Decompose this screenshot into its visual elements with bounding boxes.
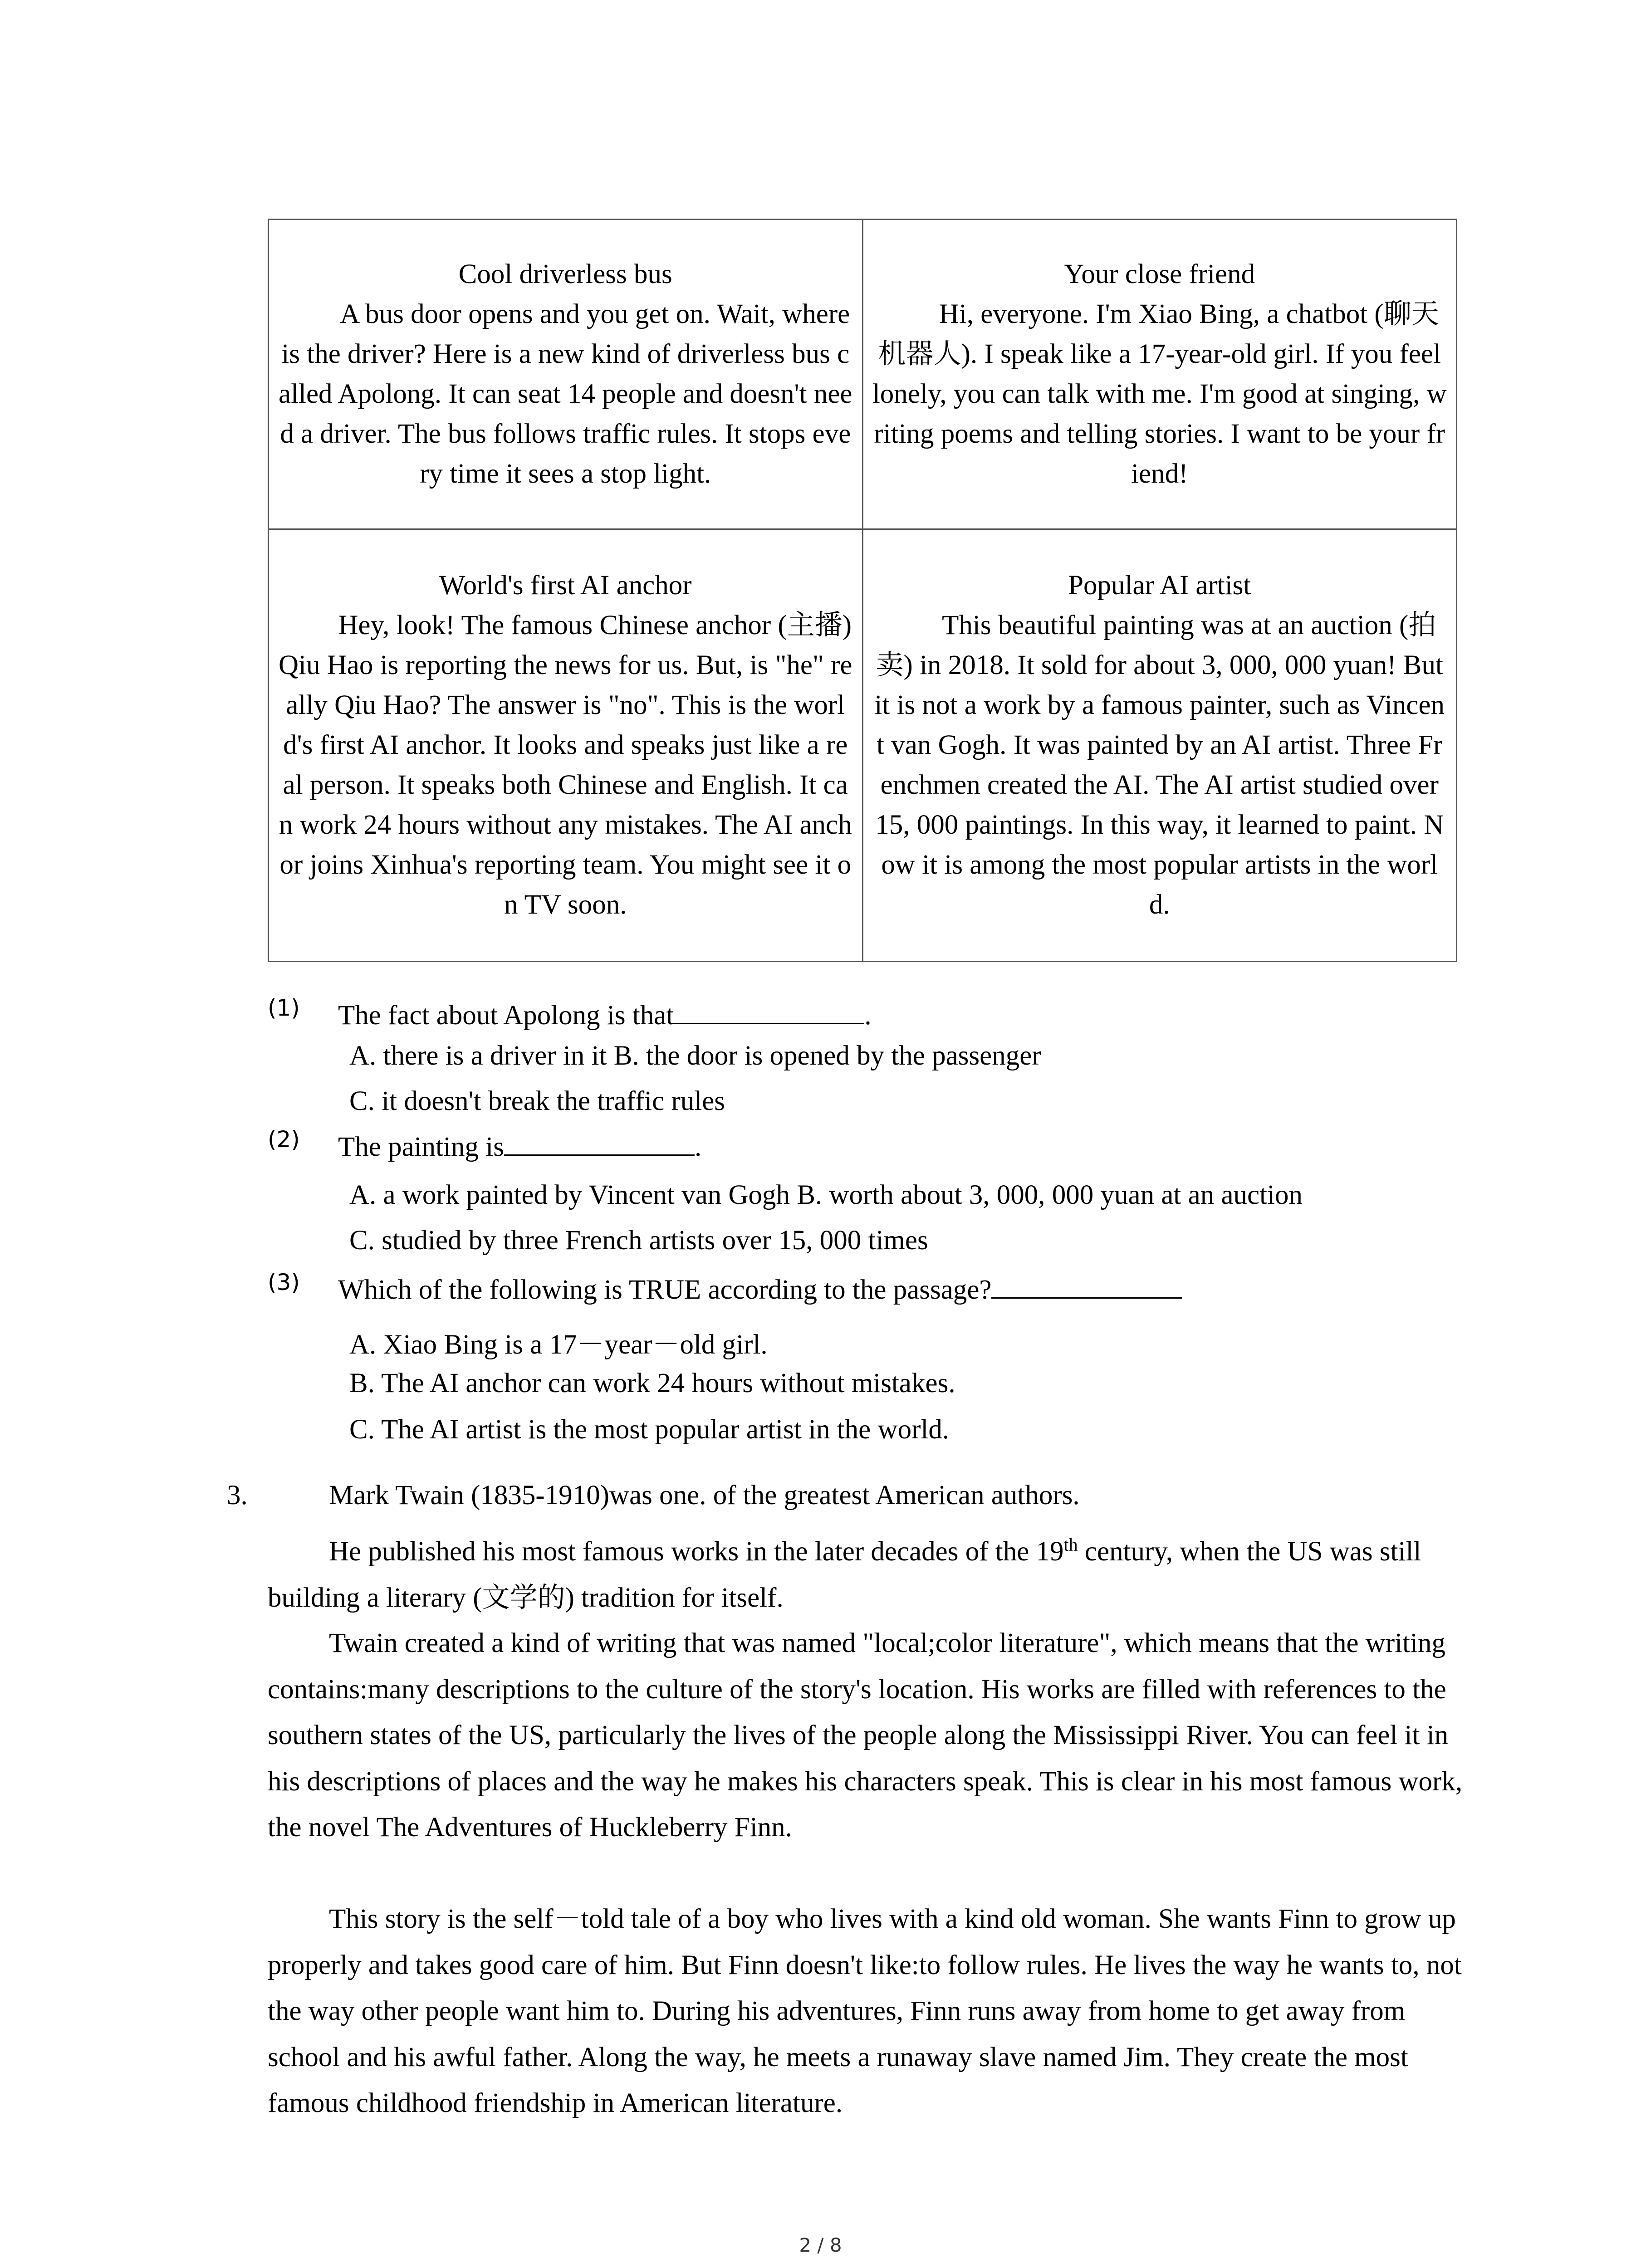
superscript: th: [1063, 1534, 1078, 1555]
question-3-option-c: C. The AI artist is the most popular artist in the world.: [349, 1414, 950, 1445]
table-row: [269, 220, 1457, 529]
stem-text: Which of the following is TRUE according to the passage?: [338, 1275, 992, 1305]
card-driverless-bus: [269, 220, 863, 529]
page-number: 2 / 8: [799, 2234, 842, 2256]
question-3-option-a: A. Xiao Bing is a 17－year－old girl.: [349, 1330, 768, 1360]
card-body: This beautiful painting was at an auction (拍卖) in 2018. It sold for about 3, 000, 000 yuan! But it is not a work by a famous painter, such as Vincent van Gogh. It was painted by an AI artist. Three Frenchmen created the AI. The AI artist studied over 15, 000 paintings. In this way, it learned to paint. Now it is among the most popular artists in the world.: [874, 610, 1445, 920]
reading-cards-table: [268, 219, 1457, 962]
question-2-options-a-b: A. a work painted by Vincent van Gogh B. worth about 3, 000, 000 yuan at an auction: [349, 1180, 1303, 1210]
passage-first-line: Mark Twain (1835-1910)was one. of the greatest American authors.: [329, 1480, 1080, 1510]
card-title: Your close friend: [1064, 259, 1255, 289]
card-title: Cool driverless bus: [458, 259, 672, 289]
question-number: (3): [268, 1269, 300, 1295]
table-row: [269, 529, 1457, 962]
stem-text: The painting is: [338, 1132, 504, 1162]
answer-blank[interactable]: [504, 1127, 695, 1156]
question-number: (1): [268, 995, 300, 1021]
card-title: Popular AI artist: [1068, 570, 1251, 601]
passage-paragraph-3: Twain created a kind of writing that was named "local;color literature", which means that the writing contains:many descriptions to the culture of the story's location. His works are filled with references to the southern states of the US, particularly the lives of the people along the Mississippi River. You can feel it in his descriptions of places and the way he makes his characters speak. This is clear in his most famous work, the novel The Adventures of Huckleberry Finn.: [268, 1628, 1463, 1843]
stem-end: .: [694, 1132, 702, 1162]
para-text: He published his most famous works in the later decades of the 19: [329, 1536, 1064, 1567]
stem-text: The fact about Apolong is that: [338, 1000, 674, 1031]
question-stem: [338, 1270, 1182, 1306]
card-body: Hi, everyone. I'm Xiao Bing, a chatbot (聊天机器人). I speak like a 17-year-old girl. If you feel lonely, you can talk with me. I'm good at singing, writing poems and telling stories. I want to be your friend!: [872, 299, 1447, 489]
question-stem: [338, 1127, 701, 1163]
card-title: World's first AI anchor: [439, 570, 692, 601]
question-3-option-b: B. The AI anchor can work 24 hours without mistakes.: [349, 1368, 955, 1398]
answer-blank[interactable]: [674, 996, 864, 1024]
card-ai-anchor: [269, 529, 863, 962]
question-1-options-a-b: A. there is a driver in it B. the door is opened by the passenger: [349, 1041, 1041, 1071]
question-1-option-c: C. it doesn't break the traffic rules: [349, 1086, 725, 1116]
question-2-option-c: C. studied by three French artists over 15, 000 times: [349, 1225, 928, 1256]
answer-blank[interactable]: [991, 1270, 1182, 1299]
stem-end: .: [864, 1000, 872, 1031]
section-number: 3.: [227, 1480, 248, 1510]
passage-paragraph-2: [268, 1529, 1465, 1621]
question-number: (2): [268, 1126, 300, 1153]
card-close-friend: [862, 220, 1457, 529]
card-ai-artist: [862, 529, 1457, 962]
card-body: Hey, look! The famous Chinese anchor (主播) Qiu Hao is reporting the news for us. But, is "he" really Qiu Hao? The answer is "no". This is the world's first AI anchor. It looks and speaks just like a real person. It speaks both Chinese and English. It can work 24 hours without any mistakes. The AI anchor joins Xinhua's reporting team. You might see it on TV soon.: [279, 610, 852, 920]
question-stem: [338, 996, 872, 1031]
card-body: A bus door opens and you get on. Wait, where is the driver? Here is a new kind of driverless bus called Apolong. It can seat 14 people and doesn't need a driver. The bus follows traffic rules. It stops every time it sees a stop light.: [279, 299, 852, 489]
passage-paragraph-4: This story is the self－told tale of a boy who lives with a kind old woman. She wants Finn to grow up properly and takes good care of him. But Finn doesn't like:to follow rules. He lives the way he wants to, not the way other people want him to. During his adventures, Finn runs away from home to get away from school and his awful father. Along the way, he meets a runaway slave named Jim. They create the most famous childhood friendship in American literature.: [268, 1904, 1462, 2118]
para-text: century, when the US was still building a literary (文学的) tradition for itself.: [268, 1536, 1421, 1613]
